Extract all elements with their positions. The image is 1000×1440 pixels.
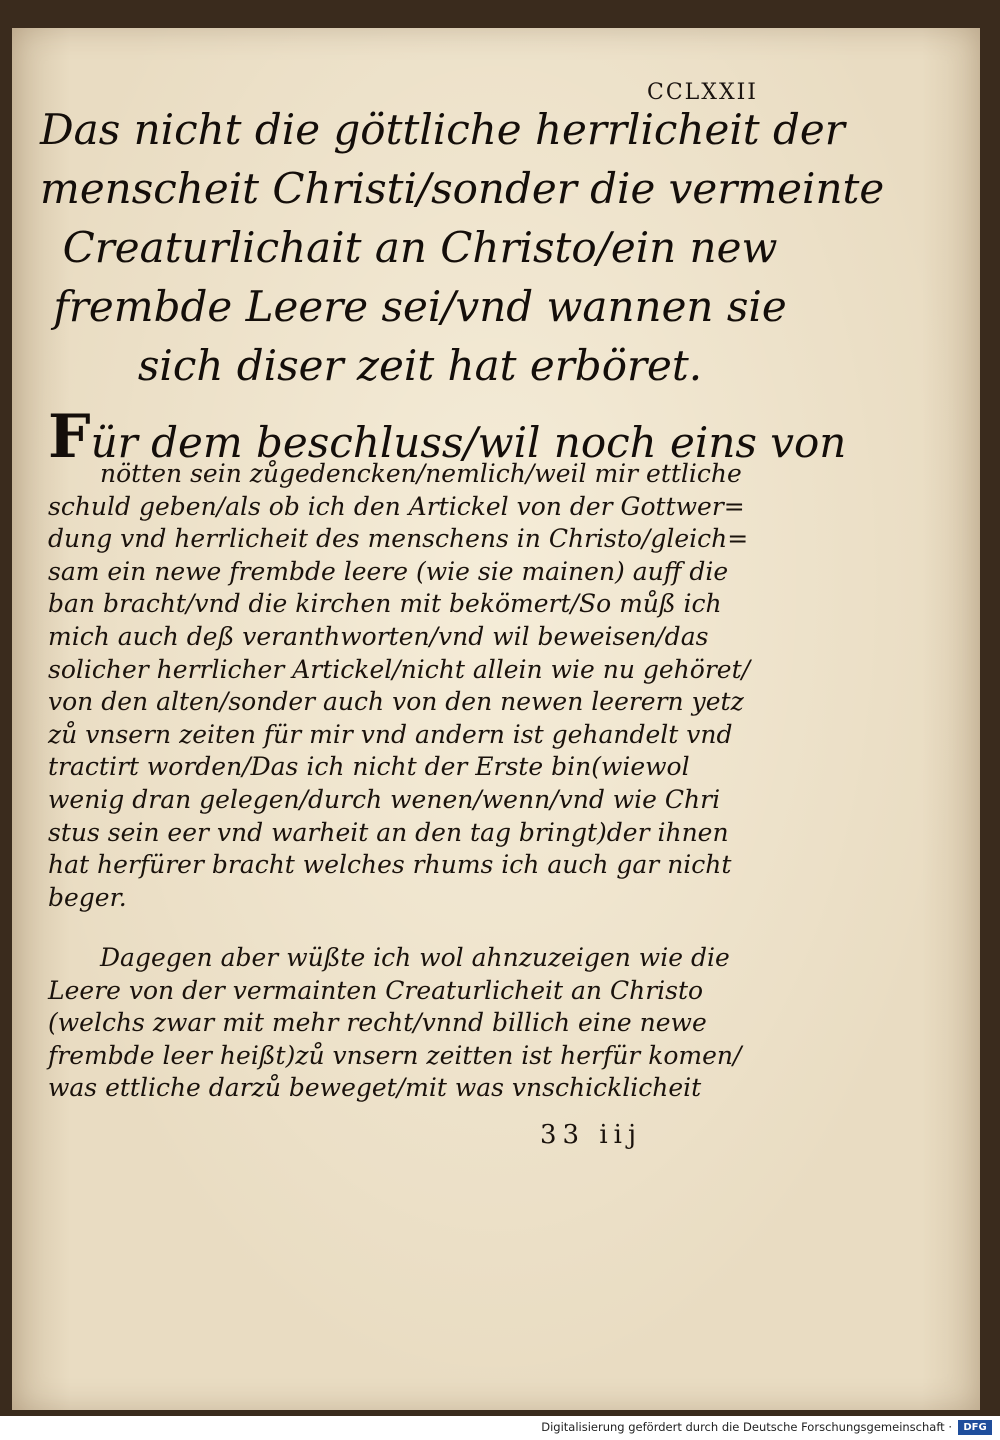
body-line: nötten sein zůgedencken/nemlich/weil mir ettliche <box>100 459 742 488</box>
signature-mark: 33 iij <box>540 1120 643 1150</box>
heading-line: menscheit Christi/sonder die vermeinte <box>40 164 885 213</box>
paragraph-2 <box>48 942 768 1105</box>
body-line: was ettliche darzů beweget/mit was vnschicklicheit <box>48 1073 702 1103</box>
body-line: ban bracht/vnd die kirchen mit bekömert/So můß ich <box>48 589 722 619</box>
chapter-heading <box>40 100 885 395</box>
body-line: schuld geben/als ob ich den Artickel von der Gottwer= <box>48 491 745 521</box>
body-line: Dagegen aber wüßte ich wol ahnzuzeigen wie die <box>100 943 730 972</box>
funding-note: Digitalisierung gefördert durch die Deutsche Forschungsgemeinschaft · <box>541 1420 952 1434</box>
body-line: stus sein eer vnd warheit an den tag bringt)der ihnen <box>48 817 729 847</box>
body-line: frembde leer heißt)zů vnsern zeitten ist herfür komen/ <box>48 1040 742 1070</box>
body-line: (welchs zwar mit mehr recht/vnnd billich eine newe <box>48 1008 707 1038</box>
body-line: solicher herrlicher Artickel/nicht allein wie nu gehöret/ <box>48 654 751 684</box>
heading-line: Creaturlichait an Christo/ein new <box>62 223 778 272</box>
heading-line: frembde Leere sei/vnd wannen sie <box>53 282 787 331</box>
body-line: tractirt worden/Das ich nicht der Erste bin(wiewol <box>48 752 690 782</box>
paragraph-1 <box>48 458 768 914</box>
opening-line-text: ür dem beschluss/wil noch eins von <box>90 418 847 467</box>
footer-bar <box>0 1416 1000 1440</box>
body-line: Leere von der vermainten Creaturlicheit an Christo <box>48 975 704 1005</box>
body-line: dung vnd herrlicheit des menschens in Christo/gleich= <box>48 524 749 554</box>
heading-line: sich diser zeit hat erböret. <box>137 341 703 390</box>
body-line: zů vnsern zeiten für mir vnd andern ist gehandelt vnd <box>48 719 733 749</box>
heading-line: Das nicht die göttliche herrlicheit der <box>40 105 845 154</box>
dfg-logo: DFG <box>958 1420 992 1435</box>
body-line: hat herfürer bracht welches rhums ich auch gar nicht <box>48 850 732 880</box>
body-line: wenig dran gelegen/durch wenen/wenn/vnd wie Chri <box>48 784 721 814</box>
drop-capital: F <box>48 402 91 472</box>
body-line: sam ein newe frembde leere (wie sie mainen) auff die <box>48 556 729 586</box>
body-line: von den alten/sonder auch von den newen leerern yetz <box>48 687 744 717</box>
body-line: mich auch deß veranthworten/vnd wil beweisen/das <box>48 621 709 651</box>
folio-number: CCLXXII <box>647 80 758 105</box>
body-line: beger. <box>48 882 127 912</box>
